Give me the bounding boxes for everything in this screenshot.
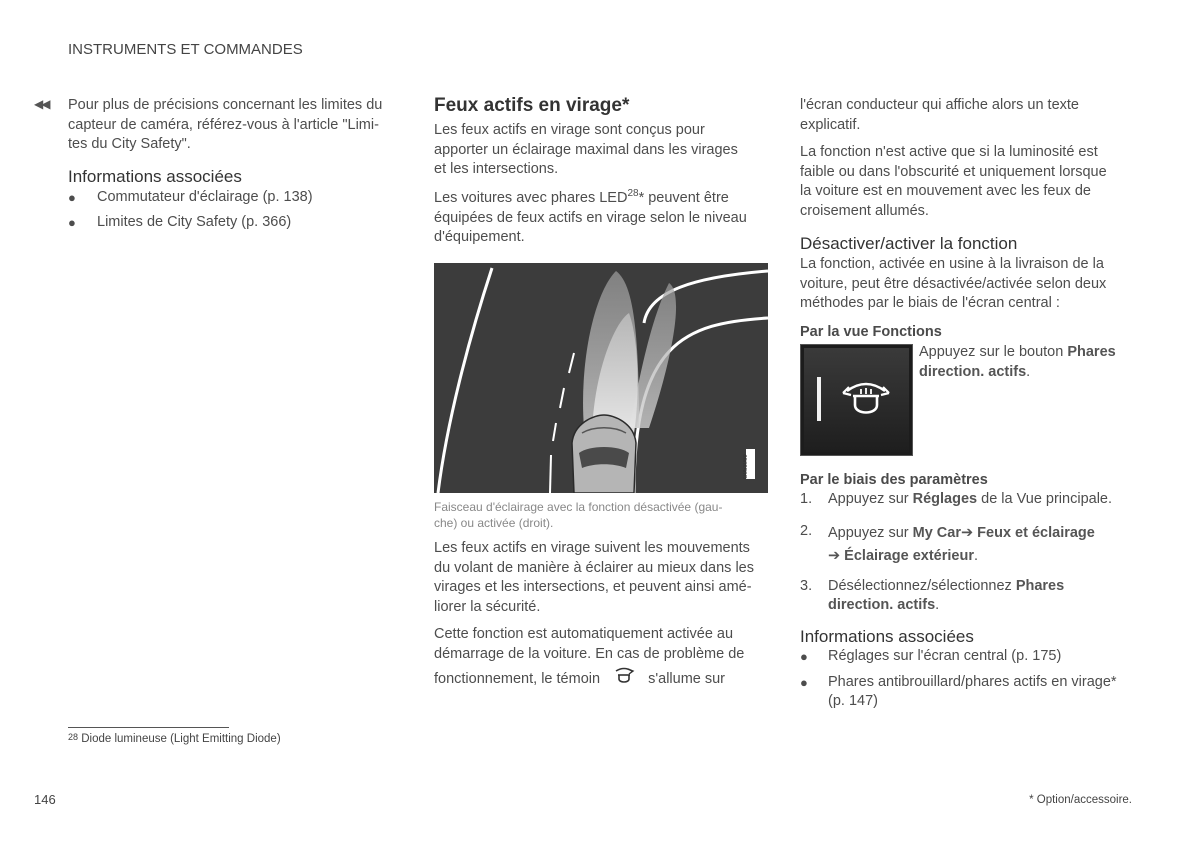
link-limites-city-safety[interactable]: Limites de City Safety (p. 366) (97, 213, 292, 230)
text-line: apporter un éclairage maximal dans les virages (434, 141, 738, 158)
col1-intro (68, 96, 408, 155)
col3-para2 (800, 143, 1140, 221)
step-2 (800, 522, 1150, 568)
text-run: Appuyez sur le bouton (919, 344, 1068, 360)
subsection-title: Désactiver/activer la fonction (800, 234, 1018, 253)
active-bending-lights-warning-icon (604, 667, 644, 692)
list-item[interactable] (800, 647, 1150, 667)
text-line (828, 596, 1150, 616)
text-line: l'écran conducteur qui affiche alors un texte (800, 97, 1079, 113)
text-line: faible ou dans l'obscurité et uniquement lorsque (800, 163, 1107, 180)
text-line: capteur de caméra, référez-vous à l'article "Limi- (68, 116, 379, 133)
col2-para3 (434, 539, 774, 617)
text-line (828, 545, 1150, 568)
text-line: virages et les intersections, et peuvent ainsi amé- (434, 579, 752, 595)
text-line (828, 577, 1150, 597)
button-instruction (919, 343, 1149, 382)
text-run: Appuyez sur (828, 524, 913, 541)
list-item[interactable] (68, 213, 408, 233)
step-3 (800, 577, 1150, 616)
ui-label: My Car (912, 524, 961, 541)
text-run: fonctionnement, le témoin (434, 671, 601, 687)
related-list (68, 188, 408, 232)
ui-label: direction. actifs (828, 597, 936, 613)
footnote-number: 28 (68, 732, 79, 742)
text-line (919, 363, 1149, 383)
text-line (828, 522, 1150, 545)
step-1 (800, 490, 1150, 510)
link-reglages[interactable]: Réglages sur l'écran central (p. 175) (828, 648, 1062, 664)
figure-headlight-beam (434, 263, 768, 493)
text-line: méthodes par le biais de l'écran central : (800, 295, 1060, 311)
link-page-ref[interactable]: (p. 147) (828, 693, 878, 709)
ui-label: Phares (1015, 577, 1065, 594)
arrow-icon: ➔ (828, 547, 841, 564)
text-line: La fonction n'est active que si la luminosité est (800, 144, 1098, 160)
page-number: 146 (34, 792, 56, 807)
text-line: démarrage de la voiture. En cas de problème de (434, 645, 745, 662)
text-run: s'allume sur (648, 671, 726, 687)
text-run: * peuvent être (638, 190, 729, 206)
text-line: la voiture est en mouvement avec les feux de (800, 183, 1091, 199)
continued-marker: ◀◀ (34, 97, 49, 111)
text-run: Les voitures avec phares LED (434, 190, 628, 206)
steps-list (800, 490, 1150, 616)
bullet-icon: ● (68, 190, 76, 205)
caption-line: Faisceau d'éclairage avec la fonction désactivée (gau- (434, 500, 723, 514)
step-number: 3. (800, 577, 813, 594)
text-line (434, 667, 774, 692)
option-note: * Option/accessoire. (1029, 794, 1132, 806)
step-number: 1. (800, 491, 813, 507)
ui-label: Phares (1067, 344, 1116, 360)
text-line (919, 343, 1149, 363)
footnote-rule (68, 727, 229, 728)
active-bending-lights-button[interactable] (800, 344, 913, 456)
related-heading: Informations associées (800, 627, 974, 646)
footnote-text: Diode lumineuse (Light Emitting Diode) (81, 733, 281, 745)
text-line: liorer la sécurité. (434, 598, 541, 615)
col2-para4 (434, 625, 774, 692)
car-icon (572, 415, 636, 493)
text-line: Les feux actifs en virage suivent les mouvements (434, 540, 750, 556)
text-line: équipées de feux actifs en virage selon le niveau (434, 209, 747, 226)
footnote-ref[interactable]: 28 (627, 188, 639, 200)
related-list (800, 647, 1150, 712)
text-run: de la Vue principale. (977, 491, 1113, 507)
bullet-icon: ● (800, 674, 808, 690)
col2-para1 (434, 121, 774, 180)
running-header: INSTRUMENTS ET COMMANDES (68, 41, 303, 58)
text-run: . (973, 547, 978, 564)
text-run: Appuyez sur (828, 491, 913, 507)
figure-code: G053069 (743, 454, 749, 479)
bullet-icon: ● (800, 649, 808, 664)
ui-label: Éclairage extérieur (840, 547, 974, 564)
link-phares-antibrouillard[interactable]: Phares antibrouillard/phares actifs en virage* (828, 673, 1117, 690)
active-bending-lights-icon (837, 379, 895, 421)
col3-para3 (800, 255, 1140, 314)
text-line (434, 189, 774, 209)
section-title: Feux actifs en virage* (434, 95, 630, 116)
text-line: Les feux actifs en virage sont conçus pour (434, 122, 705, 138)
text-line: et les intersections. (434, 161, 559, 177)
related-heading: Informations associées (68, 167, 242, 186)
road-illustration (434, 263, 768, 493)
text-line: tes du City Safety". (68, 136, 191, 152)
bullet-icon: ● (68, 214, 76, 230)
text-line: croisement allumés. (800, 202, 929, 219)
col3-para1 (800, 96, 1140, 135)
col2-para2 (434, 189, 774, 248)
status-indicator (817, 377, 821, 421)
ui-label: direction. actifs (919, 363, 1027, 380)
list-item[interactable] (68, 188, 408, 208)
text-line: d'équipement. (434, 229, 525, 245)
text-run: Désélectionnez/sélectionnez (828, 577, 1016, 594)
list-item[interactable] (800, 673, 1150, 712)
text-line: Cette fonction est automatiquement activée au (434, 626, 734, 642)
text-line: voiture, peut être désactivée/activée selon deux (800, 275, 1107, 292)
footnote (68, 732, 281, 745)
link-commutateur[interactable]: Commutateur d'éclairage (p. 138) (97, 189, 313, 205)
heading-settings: Par le biais des paramètres (800, 472, 988, 488)
text-line: Pour plus de précisions concernant les limites du (68, 97, 383, 113)
heading-functions-view: Par la vue Fonctions (800, 324, 942, 340)
figure-caption (434, 499, 774, 531)
caption-line: che) ou activée (droit). (434, 516, 554, 530)
ui-label: Feux et éclairage (973, 524, 1095, 541)
arrow-icon: ➔ (961, 524, 974, 541)
text-run: . (1026, 363, 1031, 380)
text-line: du volant de manière à éclairer au mieux dans les (434, 559, 754, 576)
ui-label: Réglages (912, 491, 978, 507)
text-line (828, 490, 1150, 510)
text-run: . (935, 597, 940, 613)
text-line: La fonction, activée en usine à la livraison de la (800, 256, 1104, 272)
text-line: explicatif. (800, 116, 861, 133)
step-number: 2. (800, 522, 813, 539)
